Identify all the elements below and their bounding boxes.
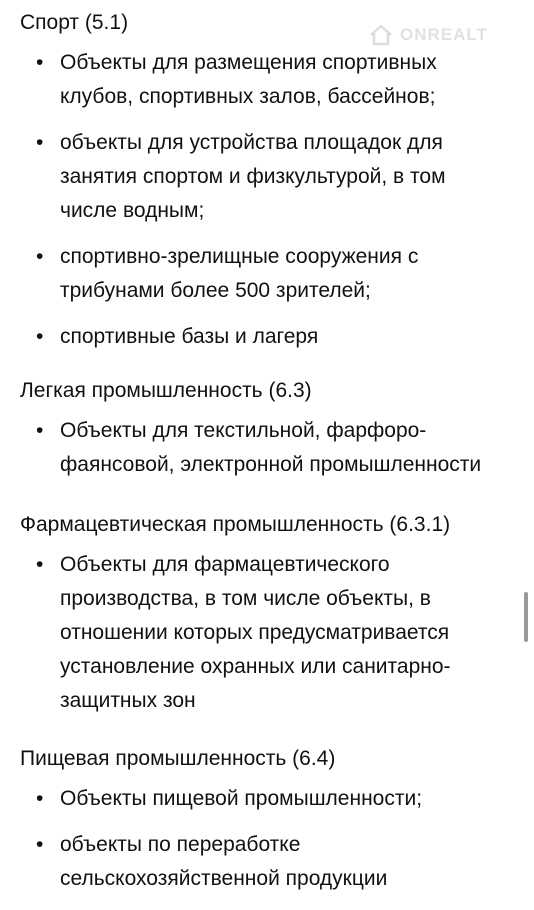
watermark-text: ONREALT: [400, 25, 488, 44]
bullet-list: [0, 548, 534, 718]
document-content: [0, 8, 534, 896]
list-item: • спортивные базы и лагеря: [0, 320, 534, 354]
section-food-industry: [0, 744, 534, 896]
section-light-industry: [0, 376, 534, 482]
section-title: Пищевая промышленность (6.4): [20, 747, 336, 770]
list-item: • Объекты для размещения спортивных клубов, спортивных залов, бассейнов;: [0, 46, 534, 114]
list-item: • спортивно-зрелищные сооружения с трибунами более 500 зрителей;: [0, 240, 534, 308]
list-item: • Объекты пищевой промышленности;: [0, 782, 534, 816]
list-item: • Объекты для текстильной, фарфоро-фаянсовой, электронной промышленности: [0, 414, 534, 482]
list-item: • Объекты для фармацевтического производства, в том числе объекты, в отношении которых предусматривается установление охранных или санитарно-защитных зон: [0, 548, 534, 718]
scrollbar[interactable]: [524, 592, 528, 642]
section-sport: [0, 8, 534, 354]
list-item: • объекты по переработке сельскохозяйственной продукции: [0, 828, 534, 896]
bullet-list: [0, 414, 534, 482]
section-title: Фармацевтическая промышленность (6.3.1): [20, 513, 451, 536]
section-title: Спорт (5.1): [20, 11, 129, 34]
bullet-list: [0, 782, 534, 896]
section-pharma-industry: [0, 510, 534, 718]
list-item: • объекты для устройства площадок для занятия спортом и физкультурой, в том числе водным;: [0, 126, 534, 228]
section-title: Легкая промышленность (6.3): [20, 379, 312, 402]
bullet-list: [0, 46, 534, 354]
